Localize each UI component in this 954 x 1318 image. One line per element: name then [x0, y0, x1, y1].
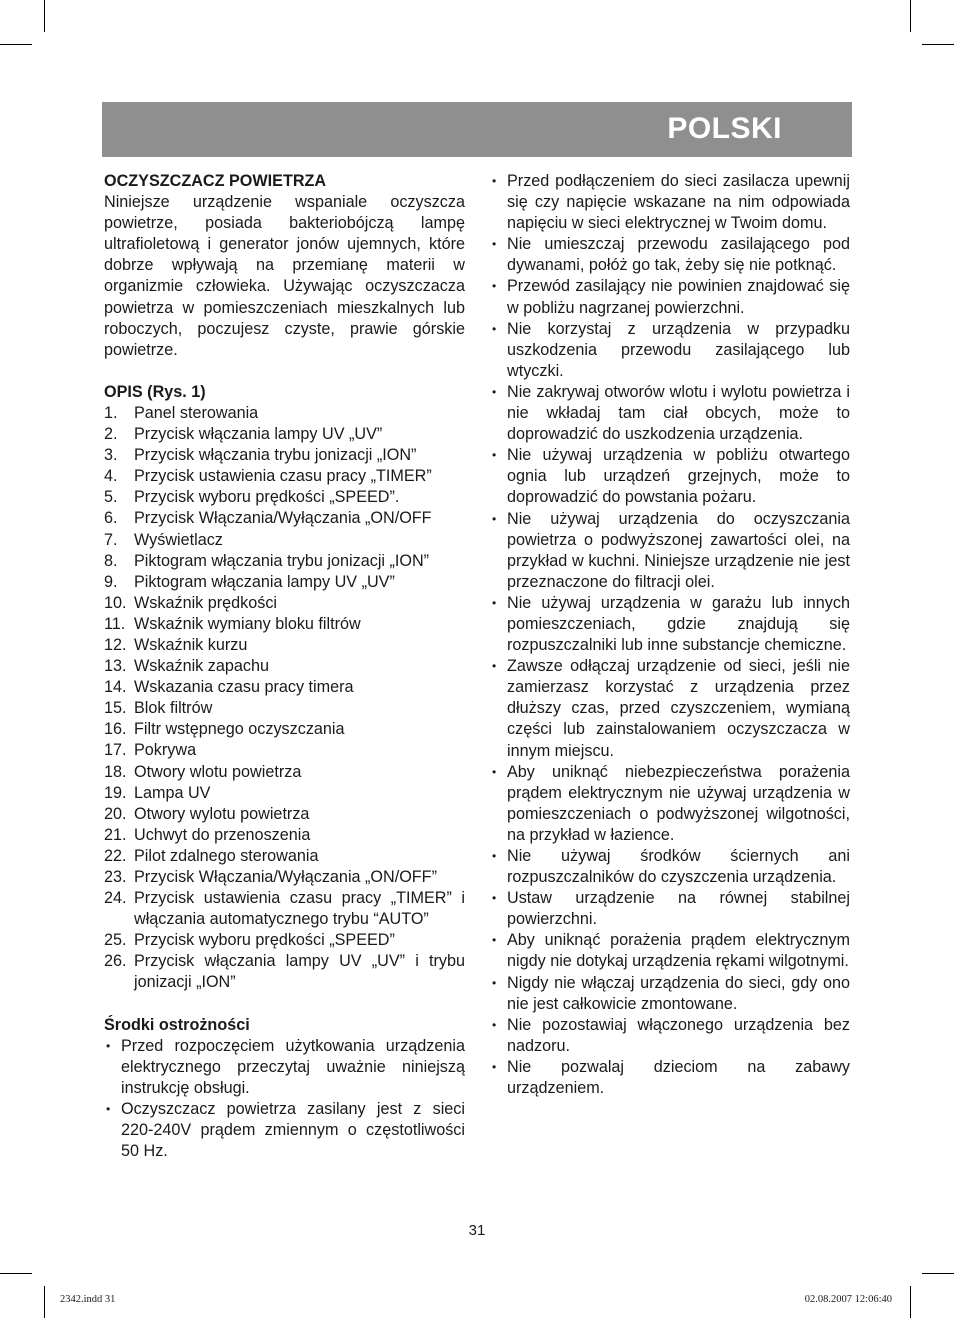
item-number: 25.	[104, 931, 127, 950]
item-text: Przycisk wyboru prędkości „SPEED”.	[134, 488, 400, 507]
parts-list-item	[104, 719, 465, 740]
item-number: 24.	[104, 889, 127, 908]
parts-list-item	[104, 530, 465, 551]
parts-list-item	[104, 698, 465, 719]
parts-list-item	[104, 572, 465, 593]
safety-item: • Aby uniknąć porażenia prądem elektrycznym nigdy nie dotykaj urządzenia rękami wilgotnymi.	[490, 930, 850, 972]
item-number: 4.	[104, 467, 118, 486]
crop-mark	[922, 1273, 954, 1274]
item-text: Wskaźnik kurzu	[134, 635, 248, 654]
parts-list-item	[104, 888, 465, 930]
item-number: 5.	[104, 488, 118, 507]
parts-list-item	[104, 867, 465, 888]
safety-item: • Nie umieszczaj przewodu zasilającego pod dywanami, połóż go tak, żeby się nie potknąć.	[490, 234, 850, 276]
safety-item: • Nie używaj urządzenia do oczyszczania powietrza o podwyższonej zawartości olei, na przykład w kuchni. Niniejsze urządzenie nie jest przeznaczone do filtracji olei.	[490, 509, 850, 593]
crop-mark	[910, 0, 911, 32]
item-number: 19.	[104, 783, 127, 802]
item-number: 17.	[104, 741, 127, 760]
item-number: 15.	[104, 699, 127, 718]
parts-list-item	[104, 951, 465, 993]
language-title: POLSKI	[667, 112, 782, 145]
item-number: 16.	[104, 720, 127, 739]
safety-item: • Nie używaj urządzenia w pobliżu otwartego ognia lub urządzeń grzejnych, może to doprowadzić do powstania pożaru.	[490, 445, 850, 508]
safety-item: • Przewód zasilający nie powinien znajdować się w pobliżu nagrzanej powierzchni.	[490, 276, 850, 318]
safety-item: • Oczyszczacz powietrza zasilany jest z sieci 220-240V prądem zmiennym o częstotliwości 50 Hz.	[104, 1099, 465, 1162]
parts-list-item	[104, 677, 465, 698]
item-text: Przycisk wyboru prędkości „SPEED”	[134, 931, 395, 950]
item-number: 7.	[104, 530, 118, 549]
item-number: 10.	[104, 593, 127, 612]
item-text: Uchwyt do przenoszenia	[134, 825, 311, 844]
parts-list-item	[104, 804, 465, 825]
item-text: Przycisk włączania trybu jonizacji „ION”	[134, 446, 417, 465]
item-number: 23.	[104, 868, 127, 886]
item-number: 20.	[104, 804, 127, 823]
item-text: Przycisk ustawienia czasu pracy „TIMER”	[134, 467, 432, 486]
item-number: 1.	[104, 403, 118, 422]
parts-list-item	[104, 635, 465, 656]
item-text: Filtr wstępnego oczyszczania	[134, 720, 345, 739]
parts-list-item	[104, 614, 465, 635]
item-number: 6.	[104, 509, 118, 528]
file-info: 2342.indd 31	[60, 1294, 116, 1305]
parts-list-item	[104, 593, 465, 614]
intro-paragraph: Niniejsze urządzenie wspaniale oczyszcza powietrze, posiada bakteriobójczą lampę ultrafioletową i generator jonów ujemnych, które dobrze wpływają na przemianę materii w organizmie człowieka. Używając oczyszczacza powietrza w pomieszczeniach mieszkalnych lub roboczych, poczujesz czyste, prawie górskie powietrze.	[104, 193, 465, 359]
parts-list-item	[104, 487, 465, 508]
parts-list-item	[104, 445, 465, 466]
crop-mark	[910, 1286, 911, 1318]
parts-list-item	[104, 783, 465, 804]
item-text: Wskazania czasu pracy timera	[134, 678, 354, 697]
safety-item: • Nie korzystaj z urządzenia w przypadku uszkodzenia przewodu zasilającego lub wtyczki.	[490, 319, 850, 382]
item-number: 9.	[104, 572, 118, 591]
safety-item: • Nie używaj środków ściernych ani rozpuszczalników do czyszczenia urządzenia.	[490, 846, 850, 888]
crop-mark	[922, 44, 954, 45]
item-number: 22.	[104, 846, 127, 865]
safety-item: • Nie pozwalaj dzieciom na zabawy urządzeniem.	[490, 1057, 850, 1099]
parts-list-item	[104, 551, 465, 572]
item-number: 14.	[104, 678, 127, 697]
safety-list-right	[490, 171, 850, 1099]
item-text: Przycisk Włączania/Wyłączania „ON/OFF	[134, 509, 432, 528]
parts-list-item	[104, 466, 465, 487]
item-number: 18.	[104, 762, 127, 781]
item-number: 13.	[104, 657, 127, 676]
item-text: Pokrywa	[134, 741, 197, 760]
language-header-bar	[102, 102, 852, 157]
parts-list-item	[104, 762, 465, 783]
parts-list-item	[104, 740, 465, 761]
item-text: Przycisk włączania lampy UV „UV”	[134, 425, 383, 444]
item-text: Lampa UV	[134, 783, 211, 802]
intro-heading: OCZYSZCZACZ POWIETRZA	[104, 172, 327, 190]
crop-mark	[44, 1286, 45, 1318]
item-number: 3.	[104, 446, 118, 465]
item-text: Otwory wlotu powietrza	[134, 762, 302, 781]
safety-item: • Nie pozostawiaj włączonego urządzenia bez nadzoru.	[490, 1015, 850, 1057]
item-text: Piktogram włączania lampy UV „UV”	[134, 572, 395, 591]
page-number: 31	[468, 1222, 486, 1239]
parts-list-item	[104, 656, 465, 677]
safety-item: • Zawsze odłączaj urządzenie od sieci, jeśli nie zamierzasz korzystać z urządzenia przez dłuższy czas, przed czyszczeniem, wymianą części lub zainstalowaniem oczyszczacza w innym miejscu.	[490, 656, 850, 761]
item-text: Piktogram włączania trybu jonizacji „ION”	[134, 551, 430, 570]
item-number: 21.	[104, 825, 127, 844]
item-text: Przycisk Włączania/Wyłączania „ON/OFF”	[134, 868, 437, 886]
safety-item: • Nigdy nie włączaj urządzenia do sieci, gdy ono nie jest całkowicie zmontowane.	[490, 973, 850, 1015]
safety-item: • Ustaw urządzenie na równej stabilnej powierzchni.	[490, 888, 850, 930]
safety-item: • Przed podłączeniem do sieci zasilacza upewnij się czy napięcie wskazane na nim odpowiada napięciu w sieci elektrycznej w Twoim domu.	[490, 171, 850, 234]
item-number: 11.	[104, 614, 126, 633]
item-text: Wskaźnik prędkości	[134, 593, 278, 612]
safety-item: • Nie używaj urządzenia w garażu lub innych pomieszczeniach, gdzie znajdują się rozpuszczalniki lub inne substancje chemiczne.	[490, 593, 850, 656]
item-text: Blok filtrów	[134, 699, 213, 718]
safety-list-left	[104, 1036, 465, 1163]
item-number: 12.	[104, 635, 127, 654]
parts-list-item	[104, 846, 465, 867]
safety-item: • Przed rozpoczęciem użytkowania urządzenia elektrycznego przeczytaj uważnie niniejszą instrukcję obsługi.	[104, 1036, 465, 1099]
parts-list-item	[104, 930, 465, 951]
description-heading: OPIS (Rys. 1)	[104, 382, 206, 401]
item-number: 26.	[104, 952, 127, 971]
item-text: Otwory wylotu powietrza	[134, 804, 310, 823]
parts-list-item	[104, 424, 465, 445]
safety-item: • Aby uniknąć niebezpieczeństwa porażenia prądem elektrycznym nie używaj urządzenia w pomieszczeniach o podwyższonej wilgotności, na przykład w łazience.	[490, 762, 850, 846]
crop-mark	[0, 44, 32, 45]
item-text: Pilot zdalnego sterowania	[134, 846, 319, 865]
item-number: 8.	[104, 551, 118, 570]
safety-heading: Środki ostrożności	[104, 1015, 250, 1034]
item-text: Wskaźnik wymiany bloku filtrów	[134, 614, 361, 633]
parts-list-item	[104, 508, 465, 529]
item-text: Panel sterowania	[134, 403, 259, 422]
item-number: 2.	[104, 425, 118, 444]
parts-list-item	[104, 825, 465, 846]
item-text: Przycisk włączania lampy UV „UV” i trybu jonizacji „ION”	[134, 952, 465, 992]
safety-item: • Nie zakrywaj otworów wlotu i wylotu powietrza i nie wkładaj tam ciał obcych, może to doprowadzić do uszkodzenia urządzenia.	[490, 382, 850, 445]
crop-mark	[44, 0, 45, 32]
date-info: 02.08.2007 12:06:40	[804, 1294, 892, 1305]
left-column	[104, 171, 465, 1162]
crop-mark	[0, 1273, 32, 1274]
item-text: Przycisk ustawienia czasu pracy „TIMER” i włączania automatycznego trybu “AUTO”	[134, 889, 465, 929]
item-text: Wskaźnik zapachu	[134, 657, 269, 676]
parts-list	[104, 403, 465, 994]
right-column	[490, 171, 850, 1099]
item-text: Wyświetlacz	[134, 530, 223, 549]
parts-list-item	[104, 403, 465, 424]
